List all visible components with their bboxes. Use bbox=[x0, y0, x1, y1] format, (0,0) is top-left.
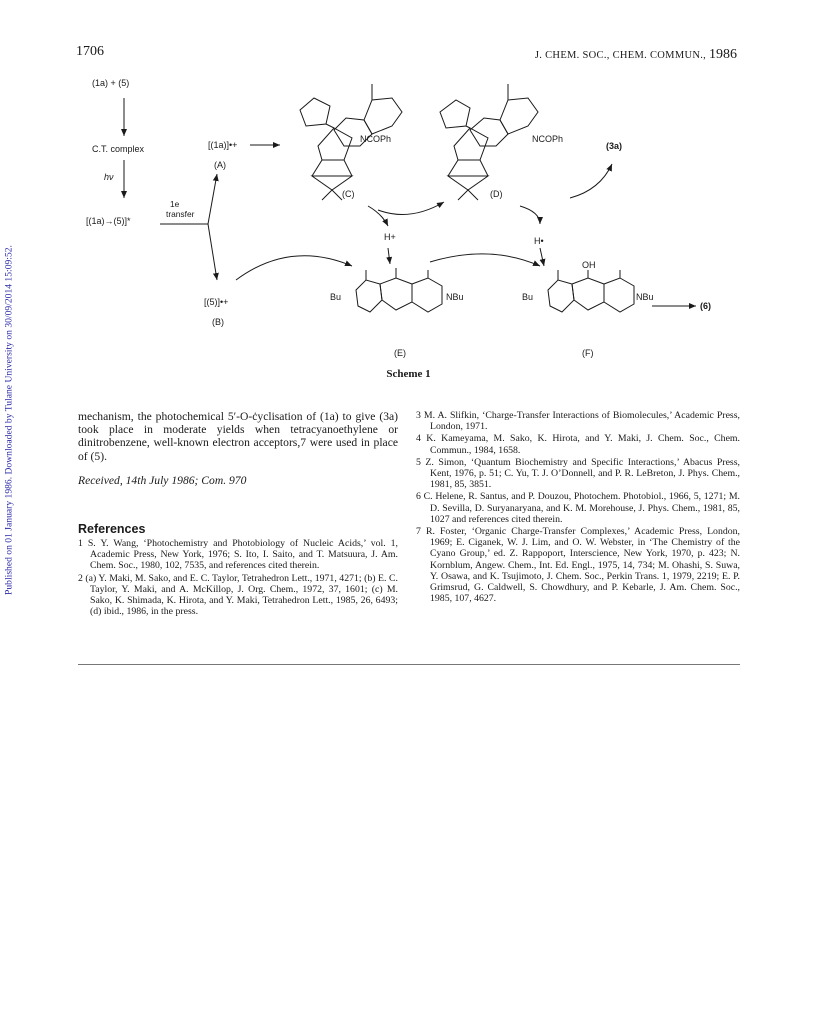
reference-item: 1 S. Y. Wang, ‘Photochemistry and Photobiology of Nucleic Acids,’ vol. 1, Academic Press, New York, 1976; S. Ito, I. Saito, and T. Matsuura, J. Am. Chem. Soc., 1980, 102, 7535, and references cited therein. bbox=[78, 538, 398, 572]
references-heading: References bbox=[78, 522, 146, 537]
reference-item: 2 (a) Y. Maki, M. Sako, and E. C. Taylor, Tetrahedron Lett., 1971, 4271; (b) E. C. Taylor, Y. Maki, and A. McKillop, J. Org. Chem., 1972, 37, 1601; (c) M. Sako, K. Shimada, K. Hirota, and Y. Maki, Tetrahedron Lett., 1985, 26, 6493; (d) ibid., 1986, in the press. bbox=[78, 572, 398, 618]
bu-label-e: Bu bbox=[330, 292, 342, 302]
reactants-label: (1a) + (5) bbox=[92, 78, 130, 88]
label-f: (F) bbox=[582, 348, 594, 358]
download-side-note: Published on 01 January 1986. Downloaded by Tulane University on 30/09/2014 15:09:52. bbox=[3, 245, 15, 595]
reaction-scheme bbox=[0, 0, 817, 380]
label-b: (B) bbox=[212, 317, 224, 327]
bu-label-f: Bu bbox=[522, 292, 534, 302]
structure-f bbox=[548, 270, 634, 312]
scheme-caption: Scheme 1 bbox=[386, 368, 431, 380]
hv-label: hν bbox=[104, 172, 114, 182]
ncoph-label-d: NCOPh bbox=[532, 134, 564, 144]
journal-name: J. CHEM. SOC., CHEM. COMMUN., bbox=[534, 50, 709, 61]
exciplex-label: [(1a)→(5)]* bbox=[86, 216, 131, 226]
label-a: (A) bbox=[214, 160, 226, 170]
reference-item: 7 R. Foster, ‘Organic Charge-Transfer Complexes,’ Academic Press, London, 1969; E. Ciganek, W. J. Lim, and O. W. Webster, in ‘The Chemistry of the Cyano Group,’ ed. Z. Rappoport, Interscience, New York, 1970, p. 423; N. Kornblum, Angew. Chem., Int. Ed. Engl., 1975, 14, 734; M. Ohashi, S. Suwa, Y. Osawa, and K. Tsujimoto, J. Chem. Soc., Perkin Trans. 1, 1979, 2219; E. P. Grimsrud, G. Caldwell, S. Chowdhury, and P. Kebarle, J. Am. Chem. Soc., 1985, 107, 4627. bbox=[416, 526, 740, 605]
left-column bbox=[78, 410, 398, 618]
oh-label: OH bbox=[582, 260, 596, 270]
reference-item: 3 M. A. Slifkin, ‘Charge-Transfer Interactions of Biomolecules,’ Academic Press, London, 1971. bbox=[416, 410, 740, 433]
body-paragraph: mechanism, the photochemical 5′-O-ċyclisation of (1a) to give (3a) took place in moderate yields when tetracyanoethylene or dinitrobenzene, well-known electron acceptors,7 were used in place of (5). bbox=[78, 410, 398, 463]
ct-complex-label: C.T. complex bbox=[92, 144, 145, 154]
product-6-label: (6) bbox=[700, 301, 711, 311]
reference-item: 6 C. Helene, R. Santus, and P. Douzou, Photochem. Photobiol., 1966, 5, 1271; M. D. Sevilla, D. Suryanaryana, and K. M. Morehouse, J. Phys. Chem., 1981, 85, 1027 and references cited therein. bbox=[416, 491, 740, 525]
reference-item: 4 K. Kameyama, M. Sako, K. Hirota, and Y. Maki, J. Chem. Soc., Chem. Commun., 1984, 1658. bbox=[416, 433, 740, 456]
received-line: Received, 14th July 1986; Com. 970 bbox=[78, 473, 247, 487]
nbu-label-e: NBu bbox=[446, 292, 464, 302]
h-radical-label: H• bbox=[534, 236, 544, 246]
label-e: (E) bbox=[394, 348, 406, 358]
nbu-label-f: NBu bbox=[636, 292, 654, 302]
cation-radical-label: [(1a)]•+ bbox=[208, 140, 238, 150]
anion-radical-label: [(5)]•+ bbox=[204, 297, 229, 307]
journal-page-number: 1986 bbox=[709, 47, 737, 62]
page-number: 1706 bbox=[76, 44, 104, 59]
proton-label: H+ bbox=[384, 232, 396, 242]
transfer-label-2: transfer bbox=[166, 209, 195, 219]
transfer-label-1: 1e bbox=[170, 199, 180, 209]
product-3a-label: (3a) bbox=[606, 141, 623, 151]
structure-e bbox=[356, 268, 442, 312]
ncoph-label-c: NCOPh bbox=[360, 134, 392, 144]
right-column bbox=[416, 410, 740, 605]
structure-d bbox=[440, 84, 538, 200]
footer-rule bbox=[78, 664, 740, 665]
label-d: (D) bbox=[490, 189, 503, 199]
reference-item: 5 Z. Simon, ‘Quantum Biochemistry and Specific Interactions,’ Abacus Press, Kent, 1976, p. 51; C. Yu, T. J. O’Donnell, and P. R. LeBreton, J. Phys. Chem., 1981, 85, 3851. bbox=[416, 456, 740, 491]
label-c: (C) bbox=[342, 189, 355, 199]
